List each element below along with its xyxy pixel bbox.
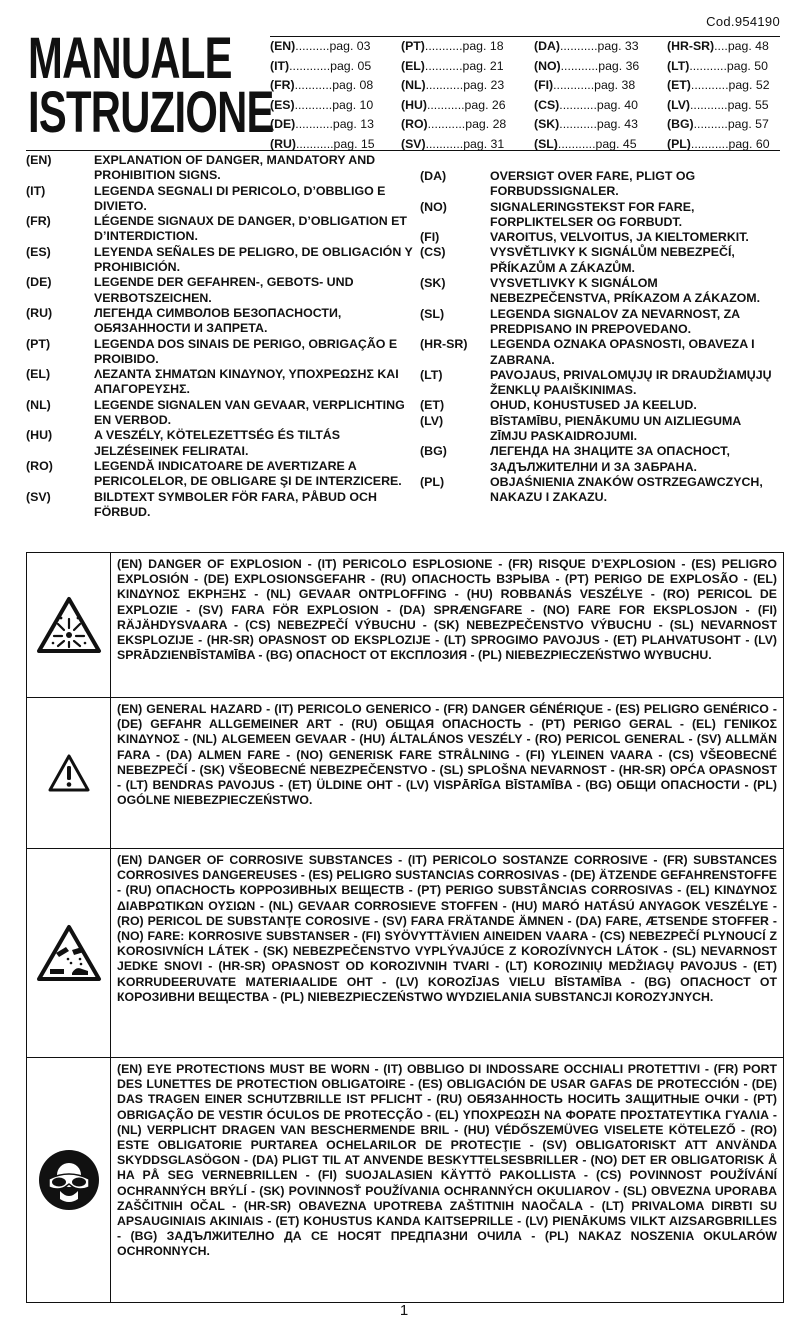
legend-text: BĪSTAMĪBU, PIENĀKUMU UN AIZLIEGUMA ZĪMJU PASKAIDROJUMI.	[490, 413, 741, 444]
sign-row-general-hazard	[27, 698, 783, 849]
legend-text: VYSVETLIVKY K SIGNÁLOM NEBEZPEČENSTVA, PRÍKAZOM A ZÁKAZOM.	[490, 276, 761, 306]
legend-entry	[26, 398, 416, 429]
index-language-code: (SV)	[401, 136, 426, 151]
legend-text: LÉGENDE SIGNAUX DE DANGER, D’OBLIGATION ET D’INTERDICTION.	[94, 214, 407, 244]
index-leader-dots: ...........	[690, 136, 729, 151]
index-page-ref: pag. 15	[333, 136, 375, 151]
index-language-code: (LV)	[667, 97, 690, 112]
legend-entry	[26, 153, 416, 184]
index-entry	[401, 115, 534, 135]
index-page-ref: pag. 05	[330, 58, 372, 73]
index-leader-dots: ..........	[295, 39, 330, 53]
legend-entry	[26, 367, 416, 398]
sign-row-explosion	[27, 553, 783, 698]
index-language-code: (CS)	[534, 97, 560, 112]
legend-language-code: (LT)	[420, 367, 443, 382]
index-leader-dots: ...........	[295, 136, 334, 151]
legend-text: ΛΕΖΑΝΤΑ ΣΗΜΑΤΩΝ ΚΙΝΔΥΝΟΥ, ΥΠΟΧΡΕΩΣΗΣ ΚΑΙ ΑΠΑΓΟΡΕΥΣΗΣ.	[94, 367, 399, 397]
index-leader-dots: ...........	[557, 136, 596, 151]
title-line-1: MANUALE	[28, 26, 232, 91]
index-entry	[534, 37, 667, 57]
legend-text: LEGENDE DER GEFAHREN-, GEBOTS- UND VERBOTSZEICHEN.	[94, 275, 354, 305]
manual-title	[28, 26, 274, 145]
legend-entry	[26, 459, 416, 490]
index-entry	[667, 76, 780, 96]
legend-entry	[420, 337, 780, 368]
index-language-code: (PL)	[667, 136, 691, 151]
legend-text: LEGENDA SIGNALOV ZA NEVARNOST, ZA PREDPISANO IN PREPOVEDANO.	[490, 306, 740, 336]
index-leader-dots: ...........	[560, 58, 599, 73]
legend-text: VAROITUS, VELVOITUS, JA KIELTOMERKIT.	[490, 230, 749, 245]
index-entry	[534, 57, 667, 77]
index-language-code: (EL)	[401, 58, 425, 73]
index-entry	[667, 57, 780, 77]
index-leader-dots: ...........	[425, 136, 464, 151]
index-language-code: (FI)	[534, 78, 554, 92]
legend-language-code: (ET)	[420, 398, 445, 413]
index-language-code: (RO)	[401, 117, 428, 131]
index-page-ref: pag. 60	[728, 136, 770, 151]
index-leader-dots: ...........	[690, 97, 728, 112]
index-entry	[534, 115, 667, 135]
legend-text: LEGENDA SEGNALI DI PERICOLO, D’OBBLIGO E DIVIETO.	[94, 183, 386, 213]
index-leader-dots: ...........	[425, 78, 464, 92]
index-page-ref: pag. 55	[727, 97, 769, 112]
sign-text-corrosive: (EN) DANGER OF CORROSIVE SUBSTANCES - (IT) PERICOLO SOSTANZE CORROSIVE - (FR) SUBSTANCES CORROSIVES DANGEREUSES - (ES) PELIGRO SUSTANCIAS CORROSIVAS - (DE) ÄTZENDE GEFAHRENSTOFFE - (RU) ОПАСНОСТЬ КОРРОЗИВНЫХ ВЕЩЕСТВ - (PT) PERIGO SUBSTÂNCIAS CORROSIVAS - (EL) ΚΙΝΔΥΝΟΣ ΔΙΑΒΡΩΤΙΚΩΝ ΟΥΣΙΩΝ - (NL) GEVAAR CORROSIEVE STOFFEN - (HU) MARÓ HATÁSÚ ANYAGOK VESZÉLYE - (RO) PERICOL DE SUBSTANŢE COROSIVE - (SV) FARA FRÄTANDE ÄMNEN - (DA) FARE, ÆTSENDE STOFFER - (NO) FARE: KORROSIVE SUBSTANSER - (FI) SYÖVYTTÄVIEN AINEIDEN VAARA - (CS) NEBEZPEČÍ PLYNOUCÍ Z KOROSIVNÍCH LÁTEK - (SK) NEBEZPEČENSTVO VYPLÝVAJÚCE Z KOROZÍVNYCH LÁTOK - (SL) NEVARNOST JEDKE SNOVI - (HR-SR) OPASNOST OD KOROZIVNIH TVARI - (LT) KOROZINIŲ MEDŽIAGŲ PAVOJUS - (ET) KORRUDEERUVATE MATERIAALIDE OHT - (LV) KOROZĪJAS VIELU BĪSTAMĪBA - (BG) ОПАСНОСТ ОТ КОРОЗИВНИ ВЕЩЕСТВА - (PL) NIEBEZPIECZEŃSTWO WYDZIELANIA SUBSTANCJI KOROZYJNYCH.	[117, 853, 777, 1004]
index-entry	[401, 57, 534, 77]
legend-text: OVERSIGT OVER FARE, PLIGT OG FORBUDSSIGNALER.	[490, 169, 696, 199]
legend-text: LEGENDA OZNAKA OPASNOSTI, OBAVEZA I ZABRANA.	[490, 337, 755, 367]
index-entry	[270, 76, 401, 96]
page-number: 1	[399, 1302, 409, 1319]
sign-legend-heading	[26, 150, 780, 520]
index-page-ref: pag. 21	[462, 58, 504, 73]
sign-text-explosion: (EN) DANGER OF EXPLOSION - (IT) PERICOLO ESPLOSIONE - (FR) RISQUE D’EXPLOSION - (ES) PELIGRO EXPLOSIÓN - (DE) EXPLOSIONSGEFAHR - (RU) ОПАСНОСТЬ ВЗРЫВА - (PT) PERIGO DE EXPLOSÃO - (EL) ΚΙΝΔΥΝΟΣ ΕΚΡΗΞΗΣ - (NL) GEVAAR ONTPLOFFING - (HU) ROBBANÁS VESZÉLYE - (RO) PERICOL DE EXPLOZIE - (SV) FARA FÖR EXPLOSION - (DA) SPRÆNGFARE - (NO) FARE FOR EKSPLOSJON - (FI) RÄJÄHDYSVAARA - (CS) NEBEZPEČÍ VÝBUCHU - (SK) NEBEZPEČENSTVO VÝBUCHU - (SL) NEVARNOST EKSPLOZIJE - (HR-SR) OPASNOST OD EKSPLOZIJE - (LT) SPROGIMO PAVOJUS - (ET) PLAHVATUSOHT - (LV) SPRĀDZIENBĪSTAMĪBA - (BG) ОПАСНОСТ ОТ ЕКСПЛОЗИЯ - (PL) NIEBEZPIECZEŃSTWO WYBUCHU.	[117, 557, 777, 663]
legend-entry	[420, 398, 780, 413]
legend-language-code: (CS)	[420, 245, 446, 260]
legend-text: EXPLANATION OF DANGER, MANDATORY AND PROHIBITION SIGNS.	[94, 153, 376, 183]
index-page-ref: pag. 33	[597, 39, 639, 53]
index-page-ref: pag. 48	[727, 39, 769, 53]
legend-text: ЛЕГЕНДА НА ЗНАЦИТЕ ЗА ОПАСНОСТ, ЗАДЪЛЖИТЕЛНИ И ЗА ЗАБРАНА.	[490, 444, 730, 474]
index-language-code: (HU)	[401, 97, 427, 112]
index-leader-dots: ...........	[559, 39, 598, 53]
index-leader-dots: ...........	[427, 117, 466, 131]
index-leader-dots: ...........	[294, 97, 333, 112]
index-page-ref: pag. 43	[596, 117, 638, 131]
index-leader-dots: ...........	[690, 78, 729, 92]
legend-text: OBJAŚNIENIA ZNAKÓW OSTRZEGAWCZYCH, NAKAZU I ZAKAZU.	[490, 474, 763, 505]
index-page-ref: pag. 40	[596, 97, 638, 112]
legend-entry	[420, 475, 780, 506]
index-language-code: (NL)	[401, 78, 426, 92]
index-page-ref: pag. 36	[598, 58, 640, 73]
index-entry	[401, 37, 534, 57]
legend-language-code: (EN)	[26, 153, 52, 167]
index-language-code: (NO)	[534, 58, 561, 73]
legend-text: PAVOJAUS, PRIVALOMŲJŲ IR DRAUDŽIAMŲJŲ ŽENKLŲ PAAIŠKINIMAS.	[490, 367, 772, 398]
legend-text: LEYENDA SEÑALES DE PELIGRO, DE OBLIGACIÓN Y PROHIBICIÓN.	[94, 244, 413, 275]
index-language-code: (SK)	[534, 117, 560, 131]
index-entry	[667, 37, 780, 57]
index-entry	[270, 96, 401, 116]
product-code: Cod.954190	[706, 14, 780, 29]
explosion-warning-icon	[27, 553, 111, 697]
legend-language-code: (EL)	[26, 367, 51, 382]
index-page-ref: pag. 28	[465, 117, 507, 131]
index-entry	[270, 115, 401, 135]
legend-language-code: (IT)	[26, 183, 46, 198]
legend-entry	[420, 169, 780, 200]
legend-language-code: (SV)	[26, 489, 51, 504]
index-leader-dots: ...........	[689, 58, 727, 73]
legend-entry	[26, 245, 416, 276]
legend-text: ЛЕГЕНДА СИМВОЛОВ БЕЗОПАСНОСТИ, ОБЯЗАННОСТИ И ЗАПРЕТА.	[94, 305, 342, 336]
legend-entry	[420, 276, 780, 307]
index-language-code: (DA)	[534, 39, 560, 53]
index-page-ref: pag. 38	[594, 78, 636, 92]
index-language-code: (ET)	[667, 78, 691, 92]
index-page-ref: pag. 13	[332, 117, 374, 131]
legend-text: OHUD, KOHUSTUSED JA KEELUD.	[490, 398, 697, 413]
legend-language-code: (SL)	[420, 306, 445, 321]
index-page-ref: pag. 52	[728, 78, 770, 92]
corrosive-substances-icon	[27, 849, 111, 1057]
index-leader-dots: ...........	[559, 117, 597, 131]
index-page-ref: pag. 57	[727, 117, 769, 131]
index-leader-dots: ............	[553, 78, 595, 92]
index-language-code: (EN)	[270, 39, 296, 53]
index-language-code: (RU)	[270, 136, 296, 151]
legend-entry	[26, 337, 416, 368]
legend-entry	[26, 184, 416, 215]
index-leader-dots: ...........	[294, 78, 333, 92]
legend-entry	[420, 230, 780, 245]
sign-row-eye-protection	[27, 1058, 783, 1302]
index-leader-dots: ...........	[424, 58, 463, 73]
index-leader-dots: ...........	[426, 97, 465, 112]
legend-language-code: (FI)	[420, 230, 440, 245]
legend-entry	[420, 444, 780, 475]
index-language-code: (DE)	[270, 117, 296, 131]
legend-language-code: (BG)	[420, 444, 447, 459]
index-entry	[401, 76, 534, 96]
index-language-code: (BG)	[667, 117, 694, 131]
index-entry	[270, 57, 401, 77]
legend-language-code: (PT)	[26, 336, 51, 351]
index-leader-dots: ............	[289, 58, 331, 73]
legend-entry	[26, 275, 416, 306]
index-entry	[667, 96, 780, 116]
legend-entry	[26, 428, 416, 459]
index-page-ref: pag. 26	[464, 97, 506, 112]
legend-left-column	[26, 153, 416, 520]
legend-text: LEGENDĂ INDICATOARE DE AVERTIZARE A PERICOLELOR, DE OBLIGARE ŞI DE INTERZICERE.	[94, 458, 402, 489]
index-page-ref: pag. 45	[595, 136, 637, 151]
index-page-ref: pag. 23	[463, 78, 505, 92]
index-page-ref: pag. 10	[332, 97, 374, 112]
legend-entry	[420, 414, 780, 445]
general-hazard-icon	[27, 698, 111, 848]
index-page-ref: pag. 08	[332, 78, 374, 92]
index-entry	[534, 96, 667, 116]
legend-right-column	[420, 153, 780, 520]
index-leader-dots: ...........	[295, 117, 333, 131]
legend-text: SIGNALERINGSTEKST FOR FARE, FORPLIKTELSER OG FORBUDT.	[490, 199, 695, 229]
legend-entry	[420, 368, 780, 399]
legend-text: VYSVĚTLIVKY K SIGNÁLŮM NEBEZPEČÍ, PŘÍKAZŮM A ZÁKAZŮM.	[490, 245, 735, 275]
index-entry	[401, 96, 534, 116]
index-leader-dots: ....	[714, 39, 728, 53]
index-language-code: (ES)	[270, 97, 295, 112]
legend-language-code: (NL)	[26, 397, 51, 412]
legend-language-code: (PL)	[420, 474, 445, 489]
index-page-ref: pag. 03	[329, 39, 371, 53]
legend-language-code: (ES)	[26, 244, 51, 259]
index-language-code: (LT)	[667, 58, 690, 73]
safety-signs-table	[26, 552, 784, 1303]
index-language-code: (FR)	[270, 78, 295, 92]
legend-language-code: (DE)	[26, 275, 52, 290]
legend-entry	[420, 245, 780, 276]
index-leader-dots: ...........	[559, 97, 597, 112]
title-line-2: ISTRUZIONE	[28, 80, 274, 145]
sign-text-general-hazard: (EN) GENERAL HAZARD - (IT) PERICOLO GENERICO - (FR) DANGER GÉNÉRIQUE - (ES) PELIGRO GENÉRICO - (DE) GEFAHR ALLGEMEINER ART - (RU) ОБЩАЯ ОПАСНОСТЬ - (PT) PERIGO GERAL - (EL) ΓΕΝΙΚΟΣ ΚΙΝΔΥΝΟΣ - (NL) ALGEMEEN GEVAAR - (HU) ÁLTALÁNOS VESZÉLY - (RO) PERICOL GENERAL - (SV) ALLMÄN FARA - (DA) ALMEN FARE - (NO) GENERISK FARE STRÅLNING - (FI) YLEINEN VAARA - (CS) VŠEOBECNÉ NEBEZPEČÍ - (SK) VŠEOBECNÉ NEBEZPEČENSTVO - (SL) SPLOŠNA NEVARNOST - (HR-SR) OPĆA OPASNOST - (LT) BENDRAS PAVOJUS - (ET) ÜLDINE OHT - (LV) VISPĀRĪGA BĪSTAMĪBA - (BG) ОБЩИ ОПАСНОСТИ - (PL) OGÓLNE NIEBEZPIECZEŃSTWO.	[117, 702, 777, 808]
legend-text: LEGENDA DOS SINAIS DE PERIGO, OBRIGAÇÃO E PROIBIDO.	[94, 336, 398, 366]
legend-language-code: (NO)	[420, 199, 447, 214]
legend-language-code: (RU)	[26, 305, 53, 320]
index-language-code: (PT)	[401, 39, 425, 53]
index-entry	[270, 37, 401, 57]
legend-entry	[26, 306, 416, 337]
index-language-code: (HR-SR)	[667, 39, 715, 53]
legend-entry	[420, 307, 780, 338]
index-page-ref: pag. 18	[462, 39, 504, 53]
index-page-ref: pag. 50	[726, 58, 768, 73]
legend-language-code: (HR-SR)	[420, 337, 468, 352]
eye-protection-icon	[27, 1058, 111, 1302]
language-page-index	[270, 36, 780, 154]
index-leader-dots: ...........	[424, 39, 463, 53]
sign-row-corrosive	[27, 849, 783, 1058]
legend-text: A VESZÉLY, KÖTELEZETTSÉG ÉS TILTÁS JELZÉSEINEK FELIRATAI.	[94, 428, 341, 458]
legend-text: LEGENDE SIGNALEN VAN GEVAAR, VERPLICHTING EN VERBOD.	[94, 397, 405, 428]
legend-language-code: (LV)	[420, 413, 444, 428]
legend-language-code: (SK)	[420, 276, 446, 291]
legend-text: BILDTEXT SYMBOLER FÖR FARA, PÅBUD OCH FÖRBUD.	[94, 489, 377, 519]
sign-text-eye-protection: (EN) EYE PROTECTIONS MUST BE WORN - (IT) OBBLIGO DI INDOSSARE OCCHIALI PROTETTIVI - (FR) PORT DES LUNETTES DE PROTECTION OBLIGATOIRE - (ES) OBLIGACIÓN DE USAR GAFAS DE PROTECCIÓN - (DE) DAS TRAGEN EINER SCHUTZBRILLE IST PFLICHT - (RU) ОБЯЗАННОСТЬ НОСИТЬ ЗАЩИТНЫЕ ОЧКИ - (PT) OBRIGAÇÃO DE VESTIR ÓCULOS DE PROTECÇÃO - (EL) ΥΠΟΧΡΕΩΣΗ ΝΑ ΦΟΡΑΤΕ ΠΡΟΣΤΑΤΕΥΤΙΚΑ ΓΥΑΛΙΑ - (NL) VERPLICHT DRAGEN VAN BESCHERMENDE BRIL - (HU) VÉDŐSZEMÜVEG VISELETE KÖTELEZŐ - (RO) ESTE OBLIGATORIE PURTAREA OCHELARILOR DE PROTECŢIE - (SV) OBLIGATORISKT ATT ANVÄNDA SKYDDSGLASÖGON - (DA) PLIGT TIL AT ANVENDE BESKYTTELSESBRILLER - (NO) DET ER OBLIGATORISK Å HA PÅ SEG VERNEBRILLEN - (FI) SUOJALASIEN KÄYTTÖ PAKOLLISTA - (CS) POVINNOST POUŽÍVÁNÍ OCHRANNÝCH BRÝLÍ - (SK) POVINNOSŤ POUŽÍVANIA OCHRANNÝCH OKULIAROV - (SL) OBVEZNA UPORABA ZAŠČITNIH OČAL - (HR-SR) OBAVEZNA UPOTREBA ZAŠTITNIH NAOČALA - (LT) PRIVALOMA DIRBTI SU APSAUGINIAIS AKINIAIS - (ET) KOHUSTUS KANDA KAITSEPRILLE - (LV) PIENĀKUMS VILKT AIZSARGBRILLES - (BG) ЗАДЪЛЖИТЕЛНО ДА СЕ НОСЯТ ПРЕДПАЗНИ ОЧИЛА - (PL) NAKAZ NOSZENIA OKULARÓW OCHRONNYCH.	[117, 1062, 777, 1259]
index-language-code: (IT)	[270, 58, 290, 73]
index-page-ref: pag. 31	[463, 136, 505, 151]
legend-language-code: (HU)	[26, 428, 53, 443]
legend-language-code: (FR)	[26, 214, 51, 229]
legend-language-code: (RO)	[26, 458, 53, 473]
index-leader-dots: ..........	[693, 117, 728, 131]
legend-entry	[26, 214, 416, 245]
legend-entry	[26, 490, 416, 521]
index-entry	[534, 76, 667, 96]
legend-language-code: (DA)	[420, 169, 447, 183]
legend-entry	[420, 200, 780, 231]
index-language-code: (SL)	[534, 136, 558, 151]
index-entry	[667, 115, 780, 135]
